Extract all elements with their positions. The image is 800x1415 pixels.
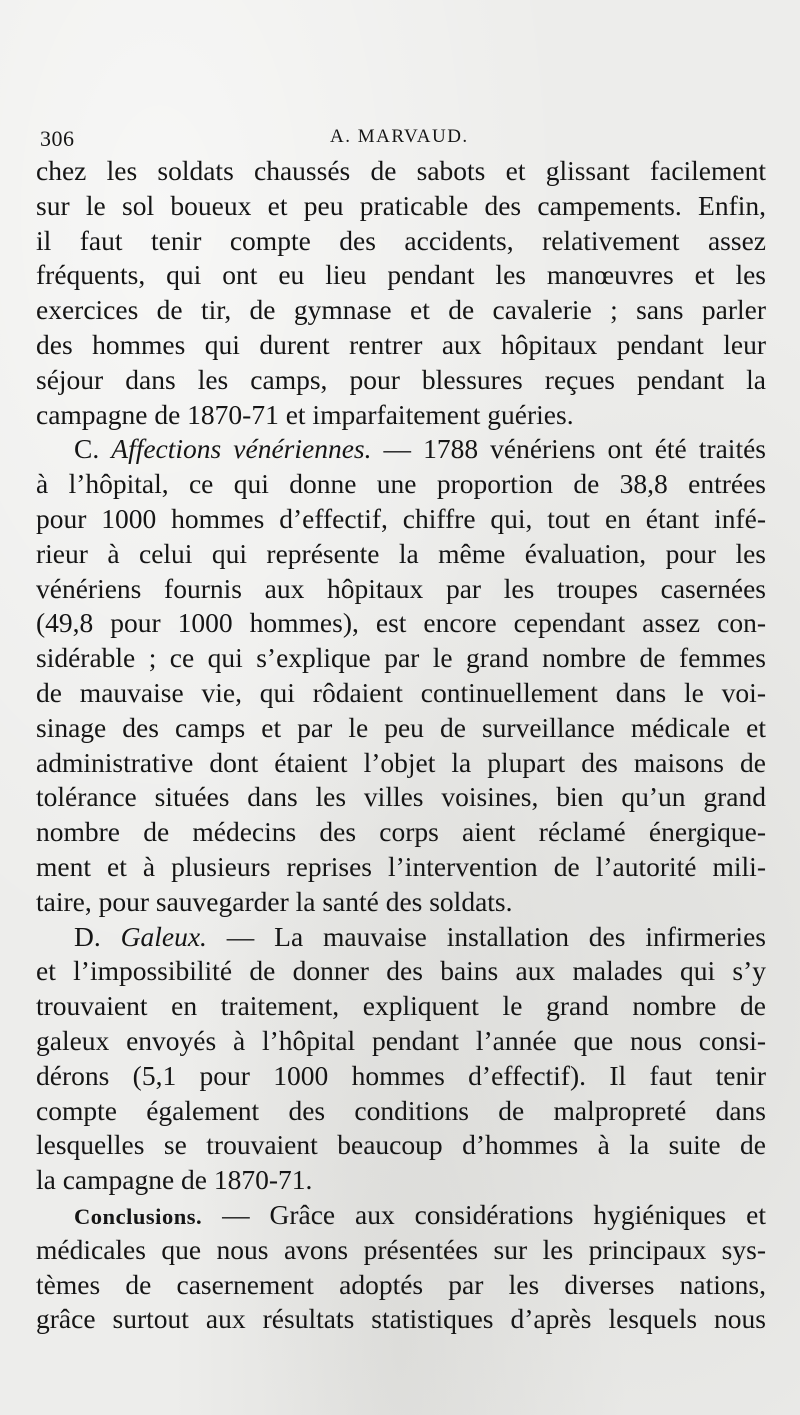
text-line [36, 537, 766, 572]
line-text: grâce surtout aux résultats statistiques d’après lesquels nous [36, 1303, 766, 1335]
section-title: Affections vénériennes. [111, 433, 372, 465]
line-text: rieur à celui qui représente la même évaluation, pour les [36, 537, 766, 569]
text-line [36, 746, 766, 781]
line-text: trouvaient en traitement, expliquent le grand nombre de [36, 990, 766, 1022]
text-line [36, 1233, 766, 1268]
text-line [36, 1268, 766, 1303]
text-line [36, 189, 766, 224]
line-text: pour 1000 hommes d’effectif, chiffre qui, tout en étant infé- [36, 502, 766, 534]
text-line [36, 224, 766, 259]
line-text: compte également des conditions de malpropreté dans [36, 1094, 766, 1126]
section-title: Galeux. [120, 920, 207, 952]
line-text: vénériens fournis aux hôpitaux par les troupes casernées [36, 572, 766, 604]
text-line [36, 780, 766, 815]
text-line [36, 920, 766, 955]
line-text: ment et à plusieurs reprises l’intervention de l’autorité mili- [36, 850, 766, 882]
text-line [36, 363, 766, 398]
line-text: dérons (5,1 pour 1000 hommes d’effectif). Il faut tenir [36, 1059, 766, 1091]
line-text: des hommes qui durent rentrer aux hôpitaux pendant leur [36, 328, 766, 360]
line-text: campagne de 1870-71 et imparfaitement guéries. [36, 398, 574, 430]
line-text: tèmes de casernement adoptés par les diverses nations, [36, 1268, 766, 1300]
line-text: — La mauvaise installation des infirmeries [206, 920, 766, 952]
line-text: sidérable ; ce qui s’explique par le grand nombre de femmes [36, 642, 766, 674]
text-line [36, 711, 766, 746]
text-line [36, 1128, 766, 1163]
text-line [36, 1024, 766, 1059]
line-text: galeux envoyés à l’hôpital pendant l’année que nous consi- [36, 1024, 766, 1056]
text-line [36, 815, 766, 850]
text-line [36, 328, 766, 363]
line-text: sur le sol boueux et peu praticable des campements. Enfin, [36, 189, 766, 221]
book-page [36, 112, 766, 1337]
section-heading: Conclusions. [74, 1203, 203, 1229]
text-line [36, 432, 766, 467]
text-line [36, 1163, 766, 1198]
text-line [36, 1059, 766, 1094]
text-line [36, 1198, 766, 1233]
section-letter: C. [74, 433, 112, 465]
text-line [36, 850, 766, 885]
text-line [36, 676, 766, 711]
line-text: (49,8 pour 1000 hommes), est encore cependant assez con- [36, 607, 766, 639]
body-text [36, 154, 766, 1337]
text-line [36, 502, 766, 537]
line-text: nombre de médecins des corps aient réclamé énergique- [36, 816, 766, 848]
text-line [36, 572, 766, 607]
line-text: lesquelles se trouvaient beaucoup d’hommes à la suite de [36, 1129, 766, 1161]
text-line [36, 954, 766, 989]
text-line [36, 606, 766, 641]
text-line [36, 885, 766, 920]
running-head [36, 112, 766, 154]
line-text: chez les soldats chaussés de sabots et glissant facilement [36, 155, 766, 186]
line-text: tolérance situées dans les villes voisines, bien qu’un grand [36, 781, 766, 813]
text-line [36, 398, 766, 433]
section-letter: D. [74, 920, 121, 952]
text-line [36, 989, 766, 1024]
line-text: sinage des camps et par le peu de surveillance médicale et [36, 711, 766, 743]
text-line [36, 1302, 766, 1337]
line-text: il faut tenir compte des accidents, relativement assez [36, 224, 766, 256]
line-text: séjour dans les camps, pour blessures reçues pendant la [36, 363, 766, 395]
running-head-author: A. MARVAUD. [330, 126, 469, 147]
line-text: médicales que nous avons présentées sur les principaux sys- [36, 1233, 766, 1265]
page-number: 306 [40, 126, 75, 151]
line-text: — Grâce aux considérations hygiéniques et [202, 1198, 766, 1230]
line-text: taire, pour sauvegarder la santé des soldats. [36, 885, 513, 917]
text-line [36, 293, 766, 328]
line-text: à l’hôpital, ce qui donne une proportion de 38,8 entrées [36, 468, 766, 500]
line-text: la campagne de 1870-71. [36, 1164, 313, 1196]
text-line [36, 1094, 766, 1129]
text-line [36, 154, 766, 189]
line-text: fréquents, qui ont eu lieu pendant les manœuvres et les [36, 259, 766, 291]
line-text: administrative dont étaient l’objet la plupart des maisons de [36, 746, 766, 778]
text-line [36, 641, 766, 676]
line-text: exercices de tir, de gymnase et de cavalerie ; sans parler [36, 294, 766, 326]
line-text: — 1788 vénériens ont été traités [371, 433, 766, 465]
text-line [36, 258, 766, 293]
line-text: et l’impossibilité de donner des bains aux malades qui s’y [36, 955, 766, 987]
text-line [36, 467, 766, 502]
line-text: de mauvaise vie, qui rôdaient continuellement dans le voi- [36, 676, 766, 708]
